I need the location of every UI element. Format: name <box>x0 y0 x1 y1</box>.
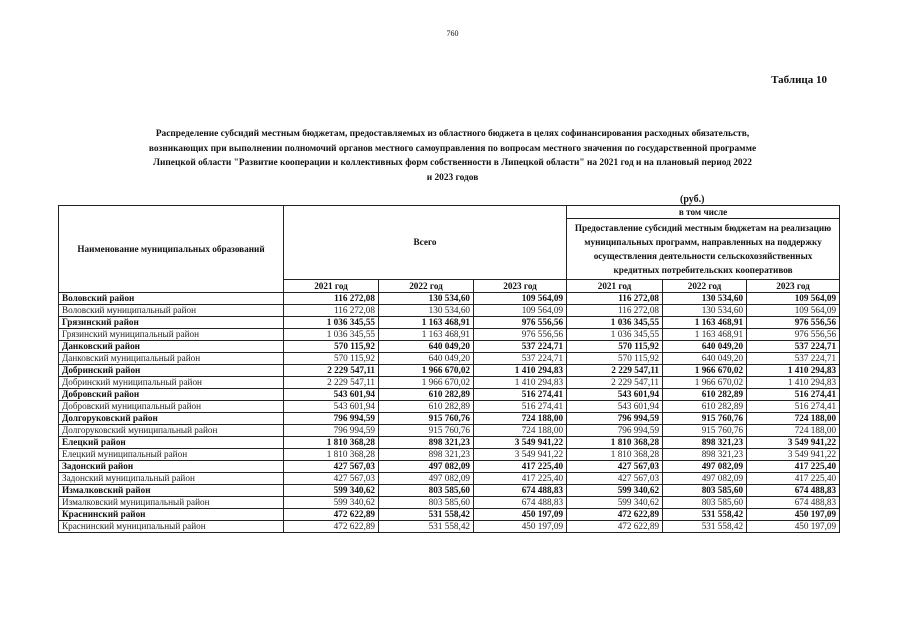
district-row <box>59 293 840 305</box>
amount-cell: 450 197,09 <box>474 509 567 521</box>
district-row <box>59 509 840 521</box>
amount-cell: 796 994,59 <box>284 413 379 425</box>
amount-cell: 1 810 368,28 <box>284 437 379 449</box>
amount-cell: 516 274,41 <box>474 389 567 401</box>
amount-cell: 497 082,09 <box>379 473 474 485</box>
amount-cell: 1 036 345,55 <box>567 317 663 329</box>
amount-cell: 976 556,56 <box>474 329 567 341</box>
amount-cell: 1 163 468,91 <box>663 329 747 341</box>
amount-cell: 724 188,00 <box>474 425 567 437</box>
header-year: 2021 год <box>567 280 663 293</box>
amount-cell: 1 410 294,83 <box>747 365 840 377</box>
district-row <box>59 437 840 449</box>
amount-cell: 537 224,71 <box>747 353 840 365</box>
amount-cell: 674 488,83 <box>747 485 840 497</box>
amount-cell: 1 036 345,55 <box>284 317 379 329</box>
amount-cell: 417 225,40 <box>474 473 567 485</box>
amount-cell: 3 549 941,22 <box>747 437 840 449</box>
amount-cell: 543 601,94 <box>284 389 379 401</box>
municipality-row <box>59 449 840 461</box>
title-line: Распределение субсидий местным бюджетам, предоставляемых из областного бюджета в целях софинансирования расходных обязательств, <box>155 129 750 139</box>
header-year: 2021 год <box>284 280 379 293</box>
amount-cell: 537 224,71 <box>474 353 567 365</box>
amount-cell: 3 549 941,22 <box>747 449 840 461</box>
amount-cell: 1 410 294,83 <box>474 377 567 389</box>
amount-cell: 543 601,94 <box>284 401 379 413</box>
amount-cell: 472 622,89 <box>284 509 379 521</box>
amount-cell: 116 272,08 <box>284 293 379 305</box>
amount-cell: 1 163 468,91 <box>379 317 474 329</box>
municipality-name: Измалковский муниципальный район <box>59 497 284 509</box>
amount-cell: 898 321,23 <box>379 437 474 449</box>
header-total: Всего <box>284 206 567 280</box>
municipality-row <box>59 305 840 317</box>
page-number: 760 <box>446 29 459 38</box>
amount-cell: 3 549 941,22 <box>474 437 567 449</box>
amount-cell: 570 115,92 <box>567 353 663 365</box>
amount-cell: 640 049,20 <box>663 341 747 353</box>
amount-cell: 130 534,60 <box>379 305 474 317</box>
amount-cell: 898 321,23 <box>379 449 474 461</box>
district-row <box>59 389 840 401</box>
amount-cell: 915 760,76 <box>379 425 474 437</box>
amount-cell: 803 585,60 <box>379 497 474 509</box>
amount-cell: 610 282,89 <box>663 389 747 401</box>
municipality-name: Воловский муниципальный район <box>59 305 284 317</box>
amount-cell: 116 272,08 <box>567 305 663 317</box>
municipality-name: Елецкий район <box>59 437 284 449</box>
amount-cell: 497 082,09 <box>379 461 474 473</box>
amount-cell: 898 321,23 <box>663 449 747 461</box>
amount-cell: 599 340,62 <box>284 497 379 509</box>
table-body <box>59 293 840 533</box>
amount-cell: 1 966 670,02 <box>379 365 474 377</box>
header-year: 2022 год <box>379 280 474 293</box>
header-year: 2023 год <box>747 280 840 293</box>
amount-cell: 610 282,89 <box>379 401 474 413</box>
municipality-name: Грязинский район <box>59 317 284 329</box>
document-title <box>60 127 845 185</box>
municipality-row <box>59 353 840 365</box>
amount-cell: 724 188,00 <box>474 413 567 425</box>
municipality-name: Краснинский район <box>59 509 284 521</box>
amount-cell: 130 534,60 <box>663 293 747 305</box>
district-row <box>59 317 840 329</box>
municipality-row <box>59 473 840 485</box>
amount-cell: 109 564,09 <box>474 293 567 305</box>
amount-cell: 537 224,71 <box>474 341 567 353</box>
municipality-name: Данковский муниципальный район <box>59 353 284 365</box>
header-municipality: Наименование муниципальных образований <box>59 206 284 293</box>
currency-unit: (руб.) <box>680 194 705 205</box>
municipality-row <box>59 497 840 509</box>
district-row <box>59 413 840 425</box>
amount-cell: 531 558,42 <box>379 521 474 533</box>
amount-cell: 1 163 468,91 <box>379 329 474 341</box>
header-year: 2022 год <box>663 280 747 293</box>
amount-cell: 497 082,09 <box>663 461 747 473</box>
municipality-name: Добринский район <box>59 365 284 377</box>
amount-cell: 109 564,09 <box>747 293 840 305</box>
amount-cell: 109 564,09 <box>474 305 567 317</box>
amount-cell: 1 810 368,28 <box>567 437 663 449</box>
amount-cell: 1 163 468,91 <box>663 317 747 329</box>
amount-cell: 803 585,60 <box>379 485 474 497</box>
amount-cell: 1 410 294,83 <box>747 377 840 389</box>
title-line: и 2023 годов <box>426 172 479 183</box>
amount-cell: 130 534,60 <box>379 293 474 305</box>
district-row <box>59 341 840 353</box>
amount-cell: 570 115,92 <box>567 341 663 353</box>
amount-cell: 497 082,09 <box>663 473 747 485</box>
amount-cell: 472 622,89 <box>567 521 663 533</box>
amount-cell: 130 534,60 <box>663 305 747 317</box>
amount-cell: 724 188,00 <box>747 413 840 425</box>
district-row <box>59 365 840 377</box>
municipality-name: Задонский район <box>59 461 284 473</box>
amount-cell: 537 224,71 <box>747 341 840 353</box>
amount-cell: 796 994,59 <box>567 413 663 425</box>
header-including: в том числе <box>567 206 840 219</box>
subsidies-table <box>58 205 840 533</box>
amount-cell: 915 760,76 <box>663 413 747 425</box>
table-label: Таблица 10 <box>771 74 827 86</box>
municipality-name: Долгоруковский район <box>59 413 284 425</box>
amount-cell: 2 229 547,11 <box>567 377 663 389</box>
amount-cell: 674 488,83 <box>474 497 567 509</box>
municipality-name: Данковский район <box>59 341 284 353</box>
amount-cell: 2 229 547,11 <box>567 365 663 377</box>
amount-cell: 1 036 345,55 <box>284 329 379 341</box>
amount-cell: 543 601,94 <box>567 401 663 413</box>
amount-cell: 1 036 345,55 <box>567 329 663 341</box>
amount-cell: 427 567,03 <box>567 461 663 473</box>
amount-cell: 417 225,40 <box>474 461 567 473</box>
municipality-name: Елецкий муниципальный район <box>59 449 284 461</box>
amount-cell: 427 567,03 <box>284 473 379 485</box>
amount-cell: 1 966 670,02 <box>379 377 474 389</box>
amount-cell: 803 585,60 <box>663 485 747 497</box>
amount-cell: 599 340,62 <box>567 497 663 509</box>
amount-cell: 1 966 670,02 <box>663 365 747 377</box>
amount-cell: 531 558,42 <box>379 509 474 521</box>
amount-cell: 599 340,62 <box>284 485 379 497</box>
municipality-row <box>59 425 840 437</box>
municipality-name: Краснинский муниципальный район <box>59 521 284 533</box>
amount-cell: 976 556,56 <box>747 317 840 329</box>
municipality-name: Добринский муниципальный район <box>59 377 284 389</box>
amount-cell: 417 225,40 <box>747 461 840 473</box>
municipality-name: Долгоруковский муниципальный район <box>59 425 284 437</box>
amount-cell: 976 556,56 <box>474 317 567 329</box>
amount-cell: 3 549 941,22 <box>474 449 567 461</box>
amount-cell: 724 188,00 <box>747 425 840 437</box>
amount-cell: 1 810 368,28 <box>567 449 663 461</box>
amount-cell: 610 282,89 <box>379 389 474 401</box>
amount-cell: 599 340,62 <box>567 485 663 497</box>
title-line: возникающих при выполнении полномочий органов местного самоуправления по вопросам местного значения по государственной программе <box>148 143 757 154</box>
amount-cell: 1 410 294,83 <box>474 365 567 377</box>
municipality-row <box>59 521 840 533</box>
header-subsidy-purpose: Предоставление субсидий местным бюджетам на реализацию муниципальных программ, направленных на поддержку осуществления деятельности сельскохозяйственных кредитных потребительских кооперативов <box>567 219 840 280</box>
amount-cell: 640 049,20 <box>379 341 474 353</box>
amount-cell: 2 229 547,11 <box>284 365 379 377</box>
amount-cell: 1 966 670,02 <box>663 377 747 389</box>
amount-cell: 472 622,89 <box>567 509 663 521</box>
district-row <box>59 461 840 473</box>
amount-cell: 450 197,09 <box>474 521 567 533</box>
amount-cell: 674 488,83 <box>474 485 567 497</box>
municipality-name: Добровский район <box>59 389 284 401</box>
amount-cell: 116 272,08 <box>567 293 663 305</box>
municipality-name: Измалковский район <box>59 485 284 497</box>
district-row <box>59 485 840 497</box>
amount-cell: 427 567,03 <box>567 473 663 485</box>
municipality-name: Грязинский муниципальный район <box>59 329 284 341</box>
amount-cell: 915 760,76 <box>379 413 474 425</box>
amount-cell: 427 567,03 <box>284 461 379 473</box>
amount-cell: 796 994,59 <box>567 425 663 437</box>
amount-cell: 898 321,23 <box>663 437 747 449</box>
header-year: 2023 год <box>474 280 567 293</box>
amount-cell: 915 760,76 <box>663 425 747 437</box>
municipality-row <box>59 401 840 413</box>
title-line: Липецкой области "Развитие кооперации и коллективных форм собственности в Липецкой области" на 2021 год и на плановый период 2022 <box>153 158 752 168</box>
amount-cell: 116 272,08 <box>284 305 379 317</box>
municipality-row <box>59 329 840 341</box>
amount-cell: 976 556,56 <box>747 329 840 341</box>
amount-cell: 531 558,42 <box>663 521 747 533</box>
amount-cell: 417 225,40 <box>747 473 840 485</box>
amount-cell: 516 274,41 <box>474 401 567 413</box>
municipality-name: Задонский муниципальный район <box>59 473 284 485</box>
amount-cell: 472 622,89 <box>284 521 379 533</box>
amount-cell: 516 274,41 <box>747 401 840 413</box>
amount-cell: 674 488,83 <box>747 497 840 509</box>
amount-cell: 2 229 547,11 <box>284 377 379 389</box>
amount-cell: 640 049,20 <box>379 353 474 365</box>
amount-cell: 1 810 368,28 <box>284 449 379 461</box>
amount-cell: 570 115,92 <box>284 353 379 365</box>
amount-cell: 803 585,60 <box>663 497 747 509</box>
amount-cell: 640 049,20 <box>663 353 747 365</box>
municipality-name: Добровский муниципальный район <box>59 401 284 413</box>
amount-cell: 109 564,09 <box>747 305 840 317</box>
amount-cell: 610 282,89 <box>663 401 747 413</box>
amount-cell: 531 558,42 <box>663 509 747 521</box>
amount-cell: 796 994,59 <box>284 425 379 437</box>
municipality-row <box>59 377 840 389</box>
amount-cell: 450 197,09 <box>747 521 840 533</box>
amount-cell: 570 115,92 <box>284 341 379 353</box>
amount-cell: 543 601,94 <box>567 389 663 401</box>
amount-cell: 516 274,41 <box>747 389 840 401</box>
amount-cell: 450 197,09 <box>747 509 840 521</box>
municipality-name: Воловский район <box>59 293 284 305</box>
